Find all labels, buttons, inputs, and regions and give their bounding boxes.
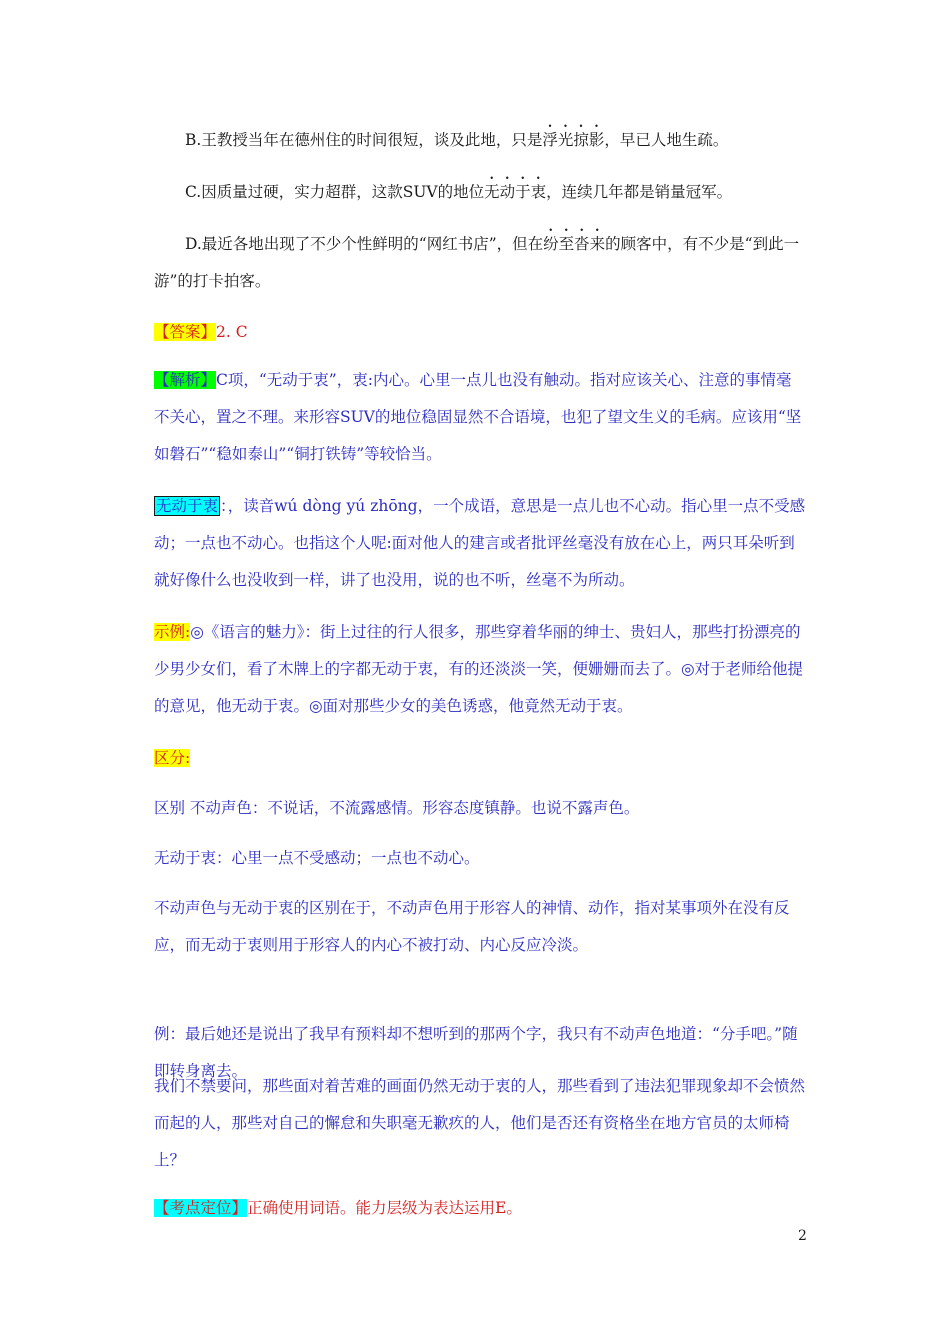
- answer-line: [154, 314, 806, 351]
- example-label: 示例:: [154, 623, 191, 641]
- analysis-label: 【解析】: [154, 371, 217, 389]
- kaodian-text: 正确使用词语。能力层级为表达运用E。: [247, 1199, 522, 1217]
- option-b-text: B.王教授当年在德州住的时间很短，谈及此地，只是: [185, 131, 543, 149]
- page-number: 2: [798, 1228, 807, 1244]
- distinction-example: 例：最后她还是说出了我早有预料却不想听到的那两个字，我只有不动声色地道：“分手吧。”随即转身离去。: [154, 1025, 798, 1080]
- option-c-tail: ，连续几年都是销量冠军。: [546, 183, 733, 201]
- distinction-essay: 我们不禁要问，那些面对着苦难的画面仍然无动于衷的人，那些看到了违法犯罪现象却不会愤然而起的人，那些对自己的懈怠和失职毫无歉疚的人，他们是否还有资格坐在地方官员的太师椅上？: [154, 1077, 806, 1169]
- option-d-text: D.最近各地出现了不少个性鲜明的“网红书店”，但在: [185, 235, 544, 253]
- kaodian-line: [154, 1190, 806, 1227]
- distinction-line-1: 区别 不动声色：不说话，不流露感情。形容态度镇静。也说不露声色。: [154, 799, 640, 817]
- analysis-text: C项，“无动于衷”，衷:内心。心里一点儿也没有触动。指对应该关心、注意的事情毫不关心，置之不理。来形容SUV的地位稳固显然不合语境，也犯了望文生义的毛病。应该用“坚如磐石”“稳如泰山”“铜打铁铸”等较恰当。: [154, 371, 802, 463]
- answer-label: 【答案】: [154, 323, 217, 341]
- option-c-text: C.因质量过硬，实力超群，这款SUV的地位: [185, 183, 485, 201]
- option-d-tail: 的顾客中，有不少是“到此一游”的打卡拍客。: [154, 235, 800, 290]
- answer-value: 2. C: [216, 323, 248, 341]
- option-c: [154, 174, 806, 211]
- distinction-heading: [154, 740, 806, 777]
- analysis-paragraph: [154, 362, 806, 473]
- option-b: [154, 122, 806, 159]
- example-text: ◎《语言的魅力》：街上过往的行人很多，那些穿着华丽的绅士、贵妇人，那些打扮漂亮的少男少女们，看了木牌上的字都无动于衷，有的还淡淡一笑，便姗姗而去了。◎对于老师给他提的意见，他无动于衷。◎面对那些少女的美色诱惑，他竟然无动于衷。: [154, 623, 804, 715]
- distinction-line-3: 不动声色与无动于衷的区别在于，不动声色用于形容人的神情、动作，指对某事项外在没有反应，而无动于衷则用于形容人的内心不被打动、内心反应冷淡。: [154, 899, 790, 954]
- idiom-text: ：，读音wú dòng yú zhōng，一个成语，意思是一点儿也不心动。指心里一点不受感动；一点也不动心。也指这个人呢:面对他人的建言或者批评丝毫没有放在心上，两只耳朵听到就好像什么也没收到一样，讲了也没用，说的也不听，丝毫不为所动。: [154, 497, 806, 589]
- option-b-emphasis: 浮光掠影: [542, 131, 605, 149]
- distinction-line-2: 无动于衷：心里一点不受感动；一点也不动心。: [154, 849, 480, 867]
- option-b-tail: ，早已人地生疏。: [604, 131, 729, 149]
- option-c-emphasis: 无动于衷: [484, 183, 547, 201]
- idiom-definition: [154, 488, 806, 599]
- option-d: [154, 226, 806, 300]
- distinction-label: 区分:: [154, 749, 191, 767]
- idiom-term: 无动于衷: [156, 497, 219, 515]
- example-paragraph: [154, 614, 806, 725]
- kaodian-label: 【考点定位】: [154, 1199, 248, 1217]
- option-d-emphasis: 纷至沓来: [543, 235, 606, 253]
